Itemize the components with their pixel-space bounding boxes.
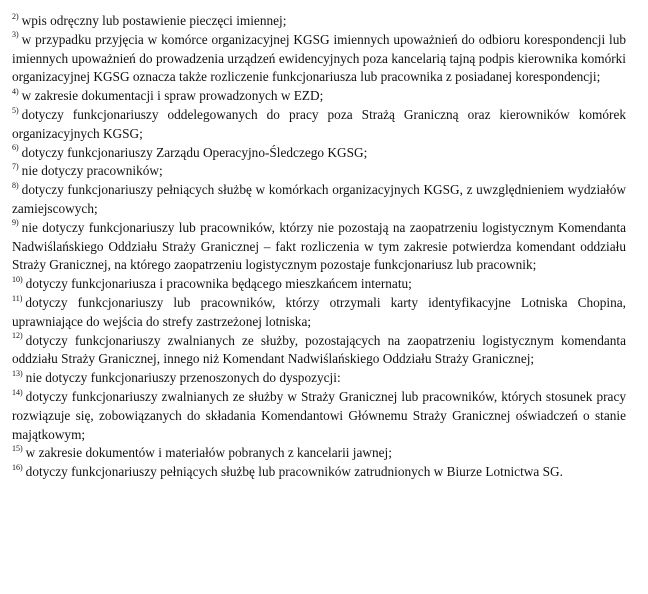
footnote-number: 10)	[12, 274, 23, 284]
footnote-text: dotyczy funkcjonariuszy Zarządu Operacyjno-Śledczego KGSG;	[21, 144, 368, 160]
footnote-12	[12, 332, 626, 370]
footnote-number: 12)	[12, 331, 23, 341]
footnote-13	[12, 369, 626, 388]
footnote-11	[12, 294, 626, 332]
footnote-number: 8)	[12, 180, 19, 190]
footnote-number: 2)	[12, 11, 19, 21]
footnotes-section	[12, 12, 626, 482]
footnote-3	[12, 31, 626, 87]
footnote-14	[12, 388, 626, 444]
footnote-number: 5)	[12, 105, 19, 115]
footnote-7	[12, 162, 626, 181]
footnote-9	[12, 219, 626, 275]
footnote-number: 7)	[12, 161, 19, 171]
footnote-10	[12, 275, 626, 294]
footnote-6	[12, 144, 626, 163]
footnote-number: 14)	[12, 387, 23, 397]
footnote-text: dotyczy funkcjonariuszy pełniących służbę w komórkach organizacyjnych KGSG, z uwzględnieniem wydziałów zamiejscowych;	[12, 182, 626, 216]
footnote-number: 11)	[12, 293, 23, 303]
footnote-15	[12, 444, 626, 463]
footnote-text: nie dotyczy funkcjonariuszy przenoszonych do dyspozycji:	[25, 370, 341, 386]
footnote-text: nie dotyczy pracowników;	[21, 163, 163, 179]
footnote-text: dotyczy funkcjonariuszy lub pracowników, którzy otrzymali karty identyfikacyjne Lotniska Chopina, uprawniające do wejścia do strefy zastrzeżonej lotniska;	[12, 294, 626, 329]
footnote-number: 3)	[12, 30, 19, 40]
footnote-16	[12, 463, 626, 482]
footnote-text: dotyczy funkcjonariuszy zwalnianych ze służby w Straży Granicznej lub pracowników, których stosunek pracy rozwiązuje się, zobowiązanych do składania Komendantowi Głównemu Straży Granicznej oświadczeń o stanie majątkowym;	[12, 388, 626, 442]
footnote-text: dotyczy funkcjonariuszy zwalnianych ze służby, pozostających na zaopatrzeniu logistycznym komendanta oddziału Straży Granicznej, innego niż Komendant Nadwiślańskiego Oddziału Straży Granicznej;	[12, 332, 626, 367]
footnote-2	[12, 12, 626, 31]
footnote-number: 6)	[12, 143, 19, 153]
footnote-text: wpis odręczny lub postawienie pieczęci imiennej;	[21, 13, 287, 28]
footnote-text: dotyczy funkcjonariuszy oddelegowanych do pracy poza Strażą Graniczną oraz kierowników komórek organizacyjnych KGSG;	[12, 106, 626, 141]
footnote-number: 15)	[12, 443, 23, 453]
footnote-text: nie dotyczy funkcjonariuszy lub pracowników, którzy nie pozostają na zaopatrzeniu logistycznym Komendanta Nadwiślańskiego Oddziału Straży Granicznej – fakt rozliczenia w tym zakresie potwierdza komendant oddziału Straży Granicznej, na którego zaopatrzeniu logistycznym pozostaje funkcjonariusz lub pracownik;	[12, 219, 626, 273]
footnote-number: 4)	[12, 86, 19, 96]
footnote-text: dotyczy funkcjonariusza i pracownika będącego mieszkańcem internatu;	[25, 276, 412, 292]
footnote-number: 13)	[12, 368, 23, 378]
footnote-5	[12, 106, 626, 144]
footnote-4	[12, 87, 626, 106]
footnote-8	[12, 181, 626, 219]
footnote-number: 16)	[12, 462, 23, 472]
footnote-text: w zakresie dokumentów i materiałów pobranych z kancelarii jawnej;	[25, 445, 392, 461]
footnote-text: w zakresie dokumentacji i spraw prowadzonych w EZD;	[21, 88, 324, 104]
footnote-text: w przypadku przyjęcia w komórce organizacyjnej KGSG imiennych upoważnień do odbioru korespondencji lub imiennych upoważnień do prowadzenia urządzeń ewidencyjnych poza kancelarią tajną podpis kierownika komórki organizacyjnej KGSG oznacza także rozliczenie funkcjonariusza lub pracownika z posiadanej korespondencji;	[12, 31, 626, 85]
footnote-number: 9)	[12, 218, 19, 228]
footnote-text: dotyczy funkcjonariuszy pełniących służbę lub pracowników zatrudnionych w Biurze Lotnictwa SG.	[25, 464, 563, 480]
